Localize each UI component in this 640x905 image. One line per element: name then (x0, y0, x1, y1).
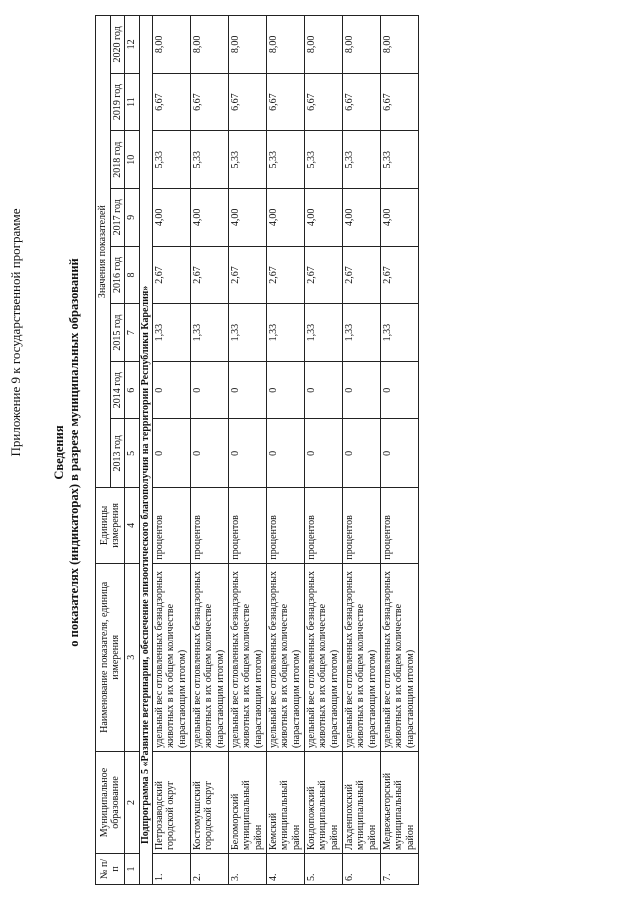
row-value: 0 (228, 419, 266, 488)
row-value: 1,33 (342, 304, 380, 362)
title-line-2: о показателях (индикаторах) в разрезе муниципальных образований (67, 258, 81, 647)
row-unit: процентов (342, 488, 380, 563)
row-value: 6,67 (152, 73, 190, 131)
header-year: 2016 год (110, 246, 125, 304)
header-year: 2015 год (110, 304, 125, 362)
header-num: № п/п (96, 853, 125, 884)
column-number: 2 (125, 752, 140, 854)
row-unit: процентов (380, 488, 418, 563)
table-row (342, 16, 380, 885)
row-municipality: Беломорский муниципальный район (228, 752, 266, 854)
header-municipality: Муниципальное образование (96, 752, 125, 854)
row-value: 4,00 (380, 189, 418, 247)
column-number: 4 (125, 488, 140, 563)
row-value: 5,33 (266, 131, 304, 189)
row-indicator-name: удельный вес отловленных безнадзорных животных в их общем количестве (нарастающим итогом) (228, 563, 266, 751)
header-year: 2018 год (110, 131, 125, 189)
row-value: 6,67 (380, 73, 418, 131)
row-indicator-name: удельный вес отловленных безнадзорных животных в их общем количестве (нарастающим итогом) (266, 563, 304, 751)
row-municipality: Кемский муниципальный район (266, 752, 304, 854)
subprogram-title: Подпрограмма 5 «Развитие ветеринарии, обеспечение эпизоотического благополучия на территории Республики Карелия» (140, 16, 153, 885)
row-value: 5,33 (228, 131, 266, 189)
row-num: 3. (228, 853, 266, 884)
table-row (304, 16, 342, 885)
row-unit: процентов (228, 488, 266, 563)
row-value: 0 (304, 361, 342, 419)
document-title (52, 0, 82, 905)
column-number: 6 (125, 361, 140, 419)
row-municipality: Петрозаводский городской округ (152, 752, 190, 854)
row-value: 0 (152, 361, 190, 419)
row-value: 0 (190, 419, 228, 488)
row-indicator-name: удельный вес отловленных безнадзорных животных в их общем количестве (нарастающим итогом) (152, 563, 190, 751)
column-number: 5 (125, 419, 140, 488)
row-value: 6,67 (266, 73, 304, 131)
row-value: 2,67 (152, 246, 190, 304)
column-number: 3 (125, 563, 140, 751)
column-number: 12 (125, 16, 140, 74)
row-value: 1,33 (190, 304, 228, 362)
table-row (380, 16, 418, 885)
column-number: 11 (125, 73, 140, 131)
row-num: 1. (152, 853, 190, 884)
row-value: 0 (304, 419, 342, 488)
row-value: 2,67 (342, 246, 380, 304)
row-value: 6,67 (304, 73, 342, 131)
header-year: 2019 год (110, 73, 125, 131)
row-value: 0 (190, 361, 228, 419)
table-row (228, 16, 266, 885)
header-year: 2014 год (110, 361, 125, 419)
row-value: 2,67 (190, 246, 228, 304)
row-value: 8,00 (190, 16, 228, 74)
row-value: 1,33 (228, 304, 266, 362)
column-number: 10 (125, 131, 140, 189)
row-value: 0 (152, 419, 190, 488)
row-indicator-name: удельный вес отловленных безнадзорных животных в их общем количестве (нарастающим итогом) (342, 563, 380, 751)
row-value: 5,33 (342, 131, 380, 189)
row-indicator-name: удельный вес отловленных безнадзорных животных в их общем количестве (нарастающим итогом) (304, 563, 342, 751)
row-value: 6,67 (190, 73, 228, 131)
header-indicator-name: Наименование показателя, единица измерения (96, 563, 125, 751)
indicators-table (95, 15, 419, 885)
row-value: 5,33 (304, 131, 342, 189)
row-value: 1,33 (152, 304, 190, 362)
row-value: 6,67 (342, 73, 380, 131)
row-municipality: Костомукшский городской округ (190, 752, 228, 854)
row-indicator-name: удельный вес отловленных безнадзорных животных в их общем количестве (нарастающим итогом) (190, 563, 228, 751)
column-number: 8 (125, 246, 140, 304)
row-value: 5,33 (190, 131, 228, 189)
row-value: 1,33 (304, 304, 342, 362)
row-unit: процентов (304, 488, 342, 563)
header-year: 2020 год (110, 16, 125, 74)
row-num: 6. (342, 853, 380, 884)
row-value: 0 (380, 419, 418, 488)
row-municipality: Кондопожский муниципальный район (304, 752, 342, 854)
row-value: 8,00 (228, 16, 266, 74)
table-row (190, 16, 228, 885)
appendix-note: Приложение 9 к государственной программе (8, 208, 23, 457)
row-value: 0 (228, 361, 266, 419)
row-value: 0 (380, 361, 418, 419)
row-value: 4,00 (228, 189, 266, 247)
row-num: 2. (190, 853, 228, 884)
row-num: 5. (304, 853, 342, 884)
row-value: 2,67 (304, 246, 342, 304)
row-value: 5,33 (380, 131, 418, 189)
row-value: 5,33 (152, 131, 190, 189)
row-unit: процентов (266, 488, 304, 563)
row-value: 8,00 (152, 16, 190, 74)
row-num: 4. (266, 853, 304, 884)
row-value: 4,00 (190, 189, 228, 247)
row-value: 0 (266, 361, 304, 419)
row-value: 6,67 (228, 73, 266, 131)
row-value: 4,00 (342, 189, 380, 247)
row-value: 4,00 (152, 189, 190, 247)
column-number: 9 (125, 189, 140, 247)
row-value: 0 (266, 419, 304, 488)
column-number: 7 (125, 304, 140, 362)
row-value: 2,67 (228, 246, 266, 304)
row-value: 2,67 (380, 246, 418, 304)
row-indicator-name: удельный вес отловленных безнадзорных животных в их общем количестве (нарастающим итогом) (380, 563, 418, 751)
row-value: 1,33 (380, 304, 418, 362)
row-value: 0 (342, 419, 380, 488)
title-line-1: Сведения (52, 425, 66, 480)
row-unit: процентов (152, 488, 190, 563)
header-values: Значения показателей (96, 16, 111, 488)
column-number: 1 (125, 853, 140, 884)
row-value: 0 (342, 361, 380, 419)
row-municipality: Медвежьегорский муниципальный район (380, 752, 418, 854)
table-row (152, 16, 190, 885)
row-value: 8,00 (380, 16, 418, 74)
row-value: 4,00 (304, 189, 342, 247)
row-value: 1,33 (266, 304, 304, 362)
row-num: 7. (380, 853, 418, 884)
header-unit: Единицы измерения (96, 488, 125, 563)
header-year: 2013 год (110, 419, 125, 488)
row-value: 2,67 (266, 246, 304, 304)
header-year: 2017 год (110, 189, 125, 247)
row-municipality: Лахденпохский муниципальный район (342, 752, 380, 854)
table-row (266, 16, 304, 885)
row-value: 4,00 (266, 189, 304, 247)
row-unit: процентов (190, 488, 228, 563)
row-value: 8,00 (342, 16, 380, 74)
row-value: 8,00 (266, 16, 304, 74)
row-value: 8,00 (304, 16, 342, 74)
